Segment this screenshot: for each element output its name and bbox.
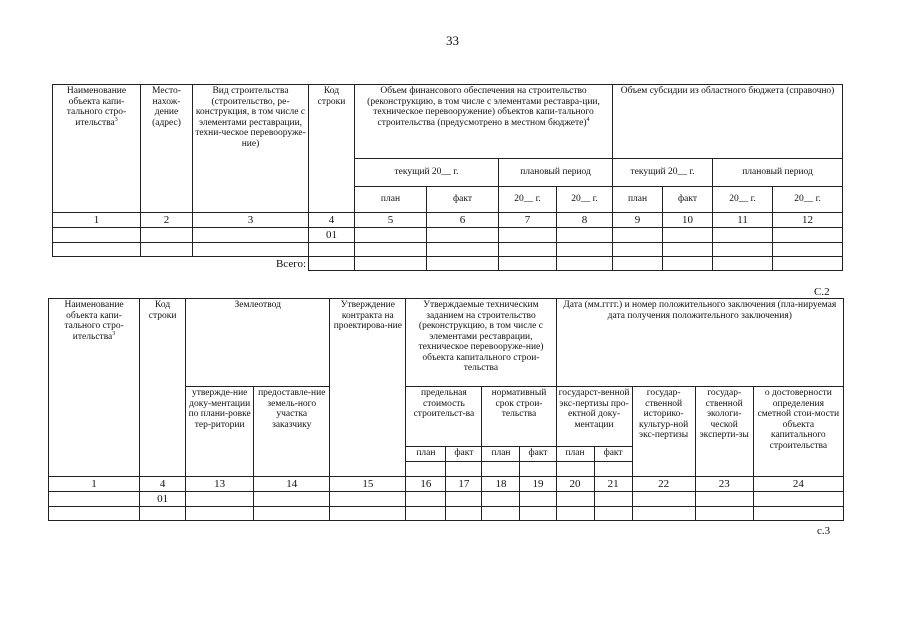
header-fact: факт: [427, 187, 499, 213]
header-fact: факт: [594, 447, 632, 462]
header-fact: факт: [663, 187, 713, 213]
section-marker: С.2: [814, 286, 830, 298]
column-number: 11: [713, 213, 773, 228]
column-number: 24: [753, 477, 843, 492]
header-row-code: Код строки: [309, 85, 355, 213]
column-number: 19: [520, 477, 556, 492]
header-cost-limit: предельная стоимость строительст-ва: [406, 387, 482, 447]
header-fact: факт: [520, 447, 556, 462]
column-number-row: [53, 213, 843, 228]
header-contract-approval: Утверждение контракта на проектирова-ние: [330, 299, 406, 477]
header-land-provision: предоставле-ние земель-ного участка заказчику: [254, 387, 330, 477]
page-number: 33: [446, 33, 459, 48]
header-current-year: текущий 20__ г.: [355, 159, 499, 187]
row-code: 01: [140, 492, 186, 507]
column-number: 1: [53, 213, 141, 228]
column-number: 5: [355, 213, 427, 228]
header-plan: план: [482, 447, 520, 462]
column-number: 20: [556, 477, 594, 492]
column-number: 16: [406, 477, 446, 492]
header-plan: план: [355, 187, 427, 213]
header-expertise: Дата (мм.гггг.) и номер положительного заключения (пла-нируемая дата получения положительного заключения): [556, 299, 843, 387]
column-number: 23: [695, 477, 753, 492]
header-plan: план: [556, 447, 594, 462]
column-number: 4: [140, 477, 186, 492]
header-duration: нормативный срок строи-тельства: [482, 387, 556, 447]
column-number: 22: [632, 477, 695, 492]
total-row: [53, 257, 843, 271]
column-number: 12: [773, 213, 843, 228]
table-row: [53, 243, 843, 257]
column-number: 17: [446, 477, 482, 492]
column-number: 18: [482, 477, 520, 492]
column-number: 1: [49, 477, 140, 492]
column-number: 21: [594, 477, 632, 492]
header-object-name: Наименование объекта капи-тального стро-ительства$^3$: [49, 299, 140, 477]
header-financing: Объем финансового обеспечения на строительство (реконструкцию, в том числе с элементами реставра-ции, техническое перевооружение) объектов капи-тального строительства (предусмотрено в местном бюджете)$^4$: [355, 85, 613, 159]
row-code: 01: [309, 228, 355, 243]
header-year: 20__ г.: [773, 187, 843, 213]
header-fact: факт: [446, 447, 482, 462]
column-number: 10: [663, 213, 713, 228]
column-number: 15: [330, 477, 406, 492]
header-land-allocation: Землеотвод: [186, 299, 330, 387]
header-land-approval: утвержде-ние доку-ментации по плани-ровке тер-ритории: [186, 387, 254, 477]
table-row: [49, 492, 844, 507]
header-technical-task: Утверждаемые техническим заданием на строительство (реконструкцию, в том числе с элементами реставрации, техническое перевооруже-ние) объекта капитального строи-тельства: [406, 299, 556, 387]
approval-table: [48, 298, 844, 521]
column-number: 4: [309, 213, 355, 228]
column-number: 7: [499, 213, 557, 228]
column-number: 8: [557, 213, 613, 228]
header-current-year: текущий 20__ г.: [613, 159, 713, 187]
column-number: 13: [186, 477, 254, 492]
column-number: 3: [193, 213, 309, 228]
column-number: 2: [141, 213, 193, 228]
header-location: Место-нахож-дение (адрес): [141, 85, 193, 213]
section-marker: с.3: [817, 525, 831, 537]
header-cost-reliability: о достоверности определения сметной стои-мости объекта капитального строительства: [753, 387, 843, 477]
header-planned-period: плановый период: [713, 159, 843, 187]
column-number-row: [49, 477, 844, 492]
header-year: 20__ г.: [557, 187, 613, 213]
header-subsidy: Объем субсидии из областного бюджета (справочно): [613, 85, 843, 159]
header-planned-period: плановый период: [499, 159, 613, 187]
financing-table: [52, 84, 843, 271]
header-row-code: Код строки: [140, 299, 186, 477]
header-year: 20__ г.: [499, 187, 557, 213]
column-number: 14: [254, 477, 330, 492]
header-state-expertise: государст-венной экс-пертизы про-ектной доку-ментации: [556, 387, 632, 447]
total-label: Всего:: [275, 257, 306, 270]
header-object-name: Наименование объекта капи-тального стро-ительства$^3$: [53, 85, 141, 213]
header-year: 20__ г.: [713, 187, 773, 213]
header-historical-expertise: государ-ственной историко-культур-ной экс-пертизы: [632, 387, 695, 477]
header-plan: план: [406, 447, 446, 462]
column-number: 9: [613, 213, 663, 228]
header-ecological-expertise: государ-ственной экологи-ческой эксперти-зы: [695, 387, 753, 477]
column-number: 6: [427, 213, 499, 228]
table-row: [49, 507, 844, 521]
table-row: [53, 228, 843, 243]
header-construction-type: Вид строительства (строительство, ре-конструкция, в том числе с элементами реставрации, техни-ческое перевооруже-ние): [193, 85, 309, 213]
header-plan: план: [613, 187, 663, 213]
